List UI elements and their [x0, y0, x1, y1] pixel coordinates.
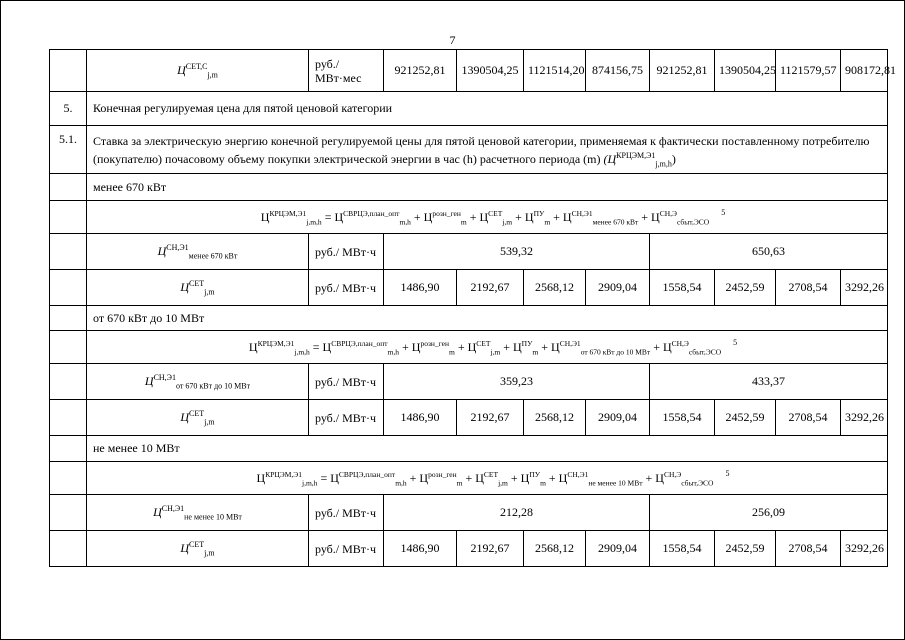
cn-unit: руб./ МВт·ч [309, 234, 384, 270]
cn-unit: руб./ МВт·ч [309, 495, 384, 531]
set-row [50, 270, 888, 306]
formula-row [50, 331, 888, 364]
top-row-value: 921252,81 [384, 50, 457, 92]
top-row-symbol: $Ц^{СЕТ,С}_{j,m}$ [87, 50, 309, 92]
set-value: 2192,67 [457, 270, 524, 306]
price-formula: $Ц^{КРЦЭМ,Э1}_{j,m,h} = Ц^{СВРЦЭ,план\_опт}_{m,h} + Ц^{розн\_ген}_m + Ц^{СЕТ}_{j,m} + Ц^{ПУ}_m + Ц^{СН,Э1}_{от 670 кВт до 10 МВт} + Ц^{СН,Э}_{сбыт,ЭСО}^5$ [87, 331, 888, 364]
set-value: 2708,54 [776, 400, 841, 436]
cn-unit: руб./ МВт·ч [309, 364, 384, 400]
num-cell [50, 306, 87, 331]
price-formula: $Ц^{КРЦЭМ,Э1}_{j,m,h} = Ц^{СВРЦЭ,план\_опт}_{m,h} + Ц^{розн\_ген}_m + Ц^{СЕТ}_{j,m} + Ц^{ПУ}_m + Ц^{СН,Э1}_{менее 670 кВт} + Ц^{СН,Э}_{сбыт,ЭСО}^5$ [87, 201, 888, 234]
top-row-num-cell [50, 50, 87, 92]
page-number: 7 [449, 33, 456, 47]
block-heading: не менее 10 МВт [87, 436, 888, 462]
set-value: 1558,54 [650, 531, 715, 567]
set-value: 2708,54 [776, 531, 841, 567]
set-row [50, 400, 888, 436]
formula-row [50, 201, 888, 234]
num-cell [50, 201, 87, 234]
set-value: 3292,26 [841, 270, 888, 306]
set-value: 1486,90 [384, 531, 457, 567]
tariff-table [49, 49, 896, 567]
set-value: 2452,59 [715, 270, 776, 306]
section-51-number: 5.1. [50, 126, 87, 174]
set-value: 2909,04 [586, 400, 650, 436]
set-value: 2452,59 [715, 400, 776, 436]
num-cell [50, 531, 87, 567]
set-value: 2909,04 [586, 531, 650, 567]
set-symbol: $Ц^{СЕТ}_{j,m}$ [87, 531, 309, 567]
top-row-value: 1390504,25 [457, 50, 524, 92]
num-cell [50, 174, 87, 201]
set-unit: руб./ МВт·ч [309, 270, 384, 306]
top-row-value: 1121514,20 [524, 50, 586, 92]
footnote-mark: 5 [733, 337, 738, 347]
set-value: 2568,12 [524, 531, 586, 567]
cn-symbol: $Ц^{СН,Э1}_{менее 670 кВт}$ [87, 234, 309, 270]
cn-value-1: 539,32 [384, 234, 650, 270]
top-row-value: 1121579,57 [776, 50, 841, 92]
num-cell [50, 270, 87, 306]
top-row-value: 921252,81 [650, 50, 715, 92]
top-row-value: 908172,81 [841, 50, 888, 92]
price-formula: $Ц^{КРЦЭМ,Э1}_{j,m,h} = Ц^{СВРЦЭ,план\_опт}_{m,h} + Ц^{розн\_ген}_m + Ц^{СЕТ}_{j,m} + Ц^{ПУ}_m + Ц^{СН,Э1}_{не менее 10 МВт} + Ц^{СН,Э}_{сбыт,ЭСО}^5$ [87, 462, 888, 495]
set-value: 2708,54 [776, 270, 841, 306]
footnote-mark: 5 [725, 468, 730, 478]
num-cell [50, 495, 87, 531]
num-cell [50, 436, 87, 462]
cn-value-1: 212,28 [384, 495, 650, 531]
set-unit: руб./ МВт·ч [309, 531, 384, 567]
num-cell [50, 400, 87, 436]
set-value: 2909,04 [586, 270, 650, 306]
block-heading-row [50, 436, 888, 462]
set-value: 1486,90 [384, 270, 457, 306]
formula-row [50, 462, 888, 495]
block-heading-row [50, 174, 888, 201]
cn-row [50, 364, 888, 400]
set-value: 1486,90 [384, 400, 457, 436]
section-5-title: Конечная регулируемая цена для пятой ценовой категории [87, 92, 888, 126]
set-symbol: $Ц^{СЕТ}_{j,m}$ [87, 270, 309, 306]
cn-symbol: $Ц^{СН,Э1}_{от 670 кВт до 10 МВт}$ [87, 364, 309, 400]
set-row [50, 531, 888, 567]
section-5-row [50, 92, 888, 126]
top-row-value: 874156,75 [586, 50, 650, 92]
section-51-row [50, 126, 888, 174]
cn-row [50, 495, 888, 531]
section-51-text: Ставка за электрическую энергию конечной регулируемой цены для пятой ценовой категории, применяемая к фактически поставленному потребителю (покупателю) почасовому объему покупки электрической энергии в час (h) расчетного периода (m) $(Ц^{КРЦЭМ,Э1}_{j,m,h})$ [87, 126, 888, 174]
cn-value-1: 359,23 [384, 364, 650, 400]
footnote-mark: 5 [721, 207, 726, 217]
top-row-unit: руб./ МВт·мес [309, 50, 384, 92]
set-value: 2192,67 [457, 400, 524, 436]
set-value: 2452,59 [715, 531, 776, 567]
set-value: 3292,26 [841, 531, 888, 567]
cn-symbol: $Ц^{СН,Э1}_{не менее 10 МВт}$ [87, 495, 309, 531]
section-5-number: 5. [50, 92, 87, 126]
cn-row [50, 234, 888, 270]
set-value: 1558,54 [650, 400, 715, 436]
block-heading: от 670 кВт до 10 МВт [87, 306, 888, 331]
set-value: 2568,12 [524, 270, 586, 306]
set-value: 1558,54 [650, 270, 715, 306]
num-cell [50, 462, 87, 495]
top-row [50, 50, 888, 92]
num-cell [50, 331, 87, 364]
block-heading: менее 670 кВт [87, 174, 888, 201]
block-heading-row [50, 306, 888, 331]
set-value: 2568,12 [524, 400, 586, 436]
num-cell [50, 364, 87, 400]
set-value: 3292,26 [841, 400, 888, 436]
top-row-value: 1390504,25 [715, 50, 776, 92]
cn-value-2: 256,09 [650, 495, 888, 531]
cn-value-2: 650,63 [650, 234, 888, 270]
set-unit: руб./ МВт·ч [309, 400, 384, 436]
cn-value-2: 433,37 [650, 364, 888, 400]
num-cell [50, 234, 87, 270]
set-value: 2192,67 [457, 531, 524, 567]
set-symbol: $Ц^{СЕТ}_{j,m}$ [87, 400, 309, 436]
